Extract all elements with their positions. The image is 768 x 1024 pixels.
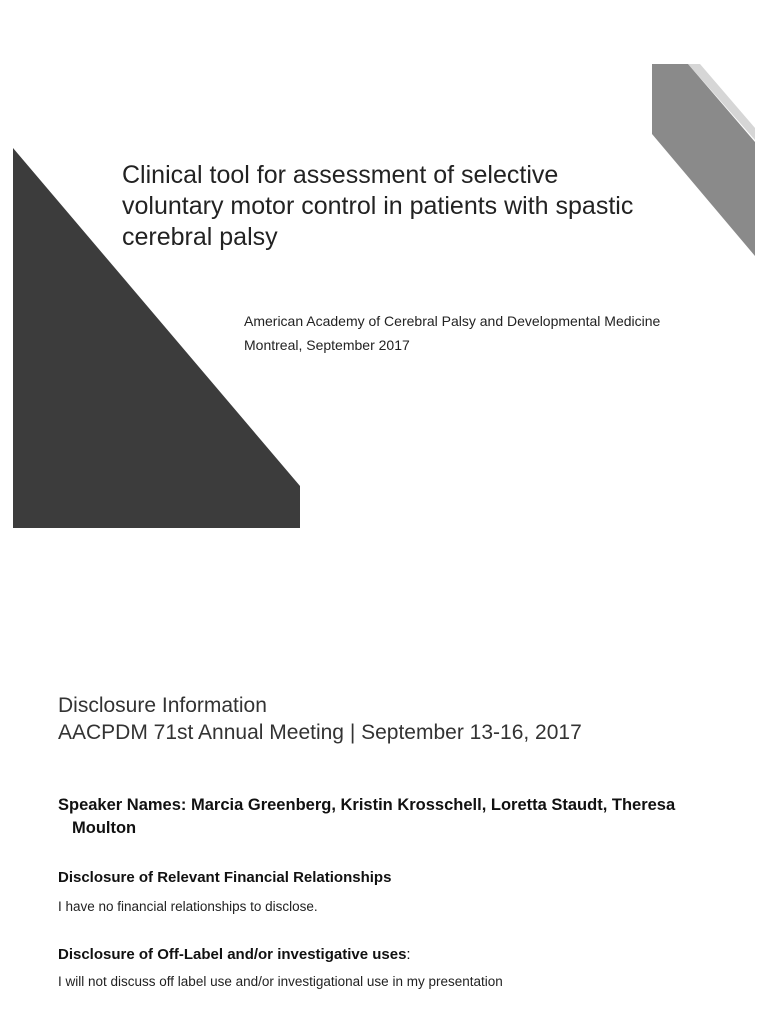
disclosure-heading (58, 692, 738, 746)
speaker-names (58, 794, 712, 840)
gray-stripe-shape (652, 64, 755, 256)
meeting-info: AACPDM 71st Annual Meeting | September 13-16, 2017 (58, 721, 582, 744)
location-date: Montreal, September 2017 (244, 337, 410, 353)
disclosure-title: Disclosure Information (58, 694, 267, 717)
conference-info (244, 309, 744, 357)
offlabel-title-text: Disclosure of Off-Label and/or investigative uses (58, 946, 407, 963)
offlabel-disclosure-title (58, 946, 738, 963)
financial-disclosure-title: Disclosure of Relevant Financial Relationships (58, 869, 392, 886)
slide-title: Clinical tool for assessment of selective voluntary motor control in patients with spastic cerebral palsy (122, 161, 634, 251)
offlabel-disclosure-text: I will not discuss off label use and/or investigational use in my presentation (58, 974, 503, 989)
offlabel-title-colon: : (406, 946, 411, 963)
organization-name: American Academy of Cerebral Palsy and Developmental Medicine (244, 313, 661, 329)
financial-disclosure-text: I have no financial relationships to disclose. (58, 899, 318, 914)
speakers-list: Marcia Greenberg, Kristin Krosschell, Loretta Staudt, Theresa Moulton (72, 796, 676, 837)
speakers-label: Speaker Names: (58, 796, 187, 814)
